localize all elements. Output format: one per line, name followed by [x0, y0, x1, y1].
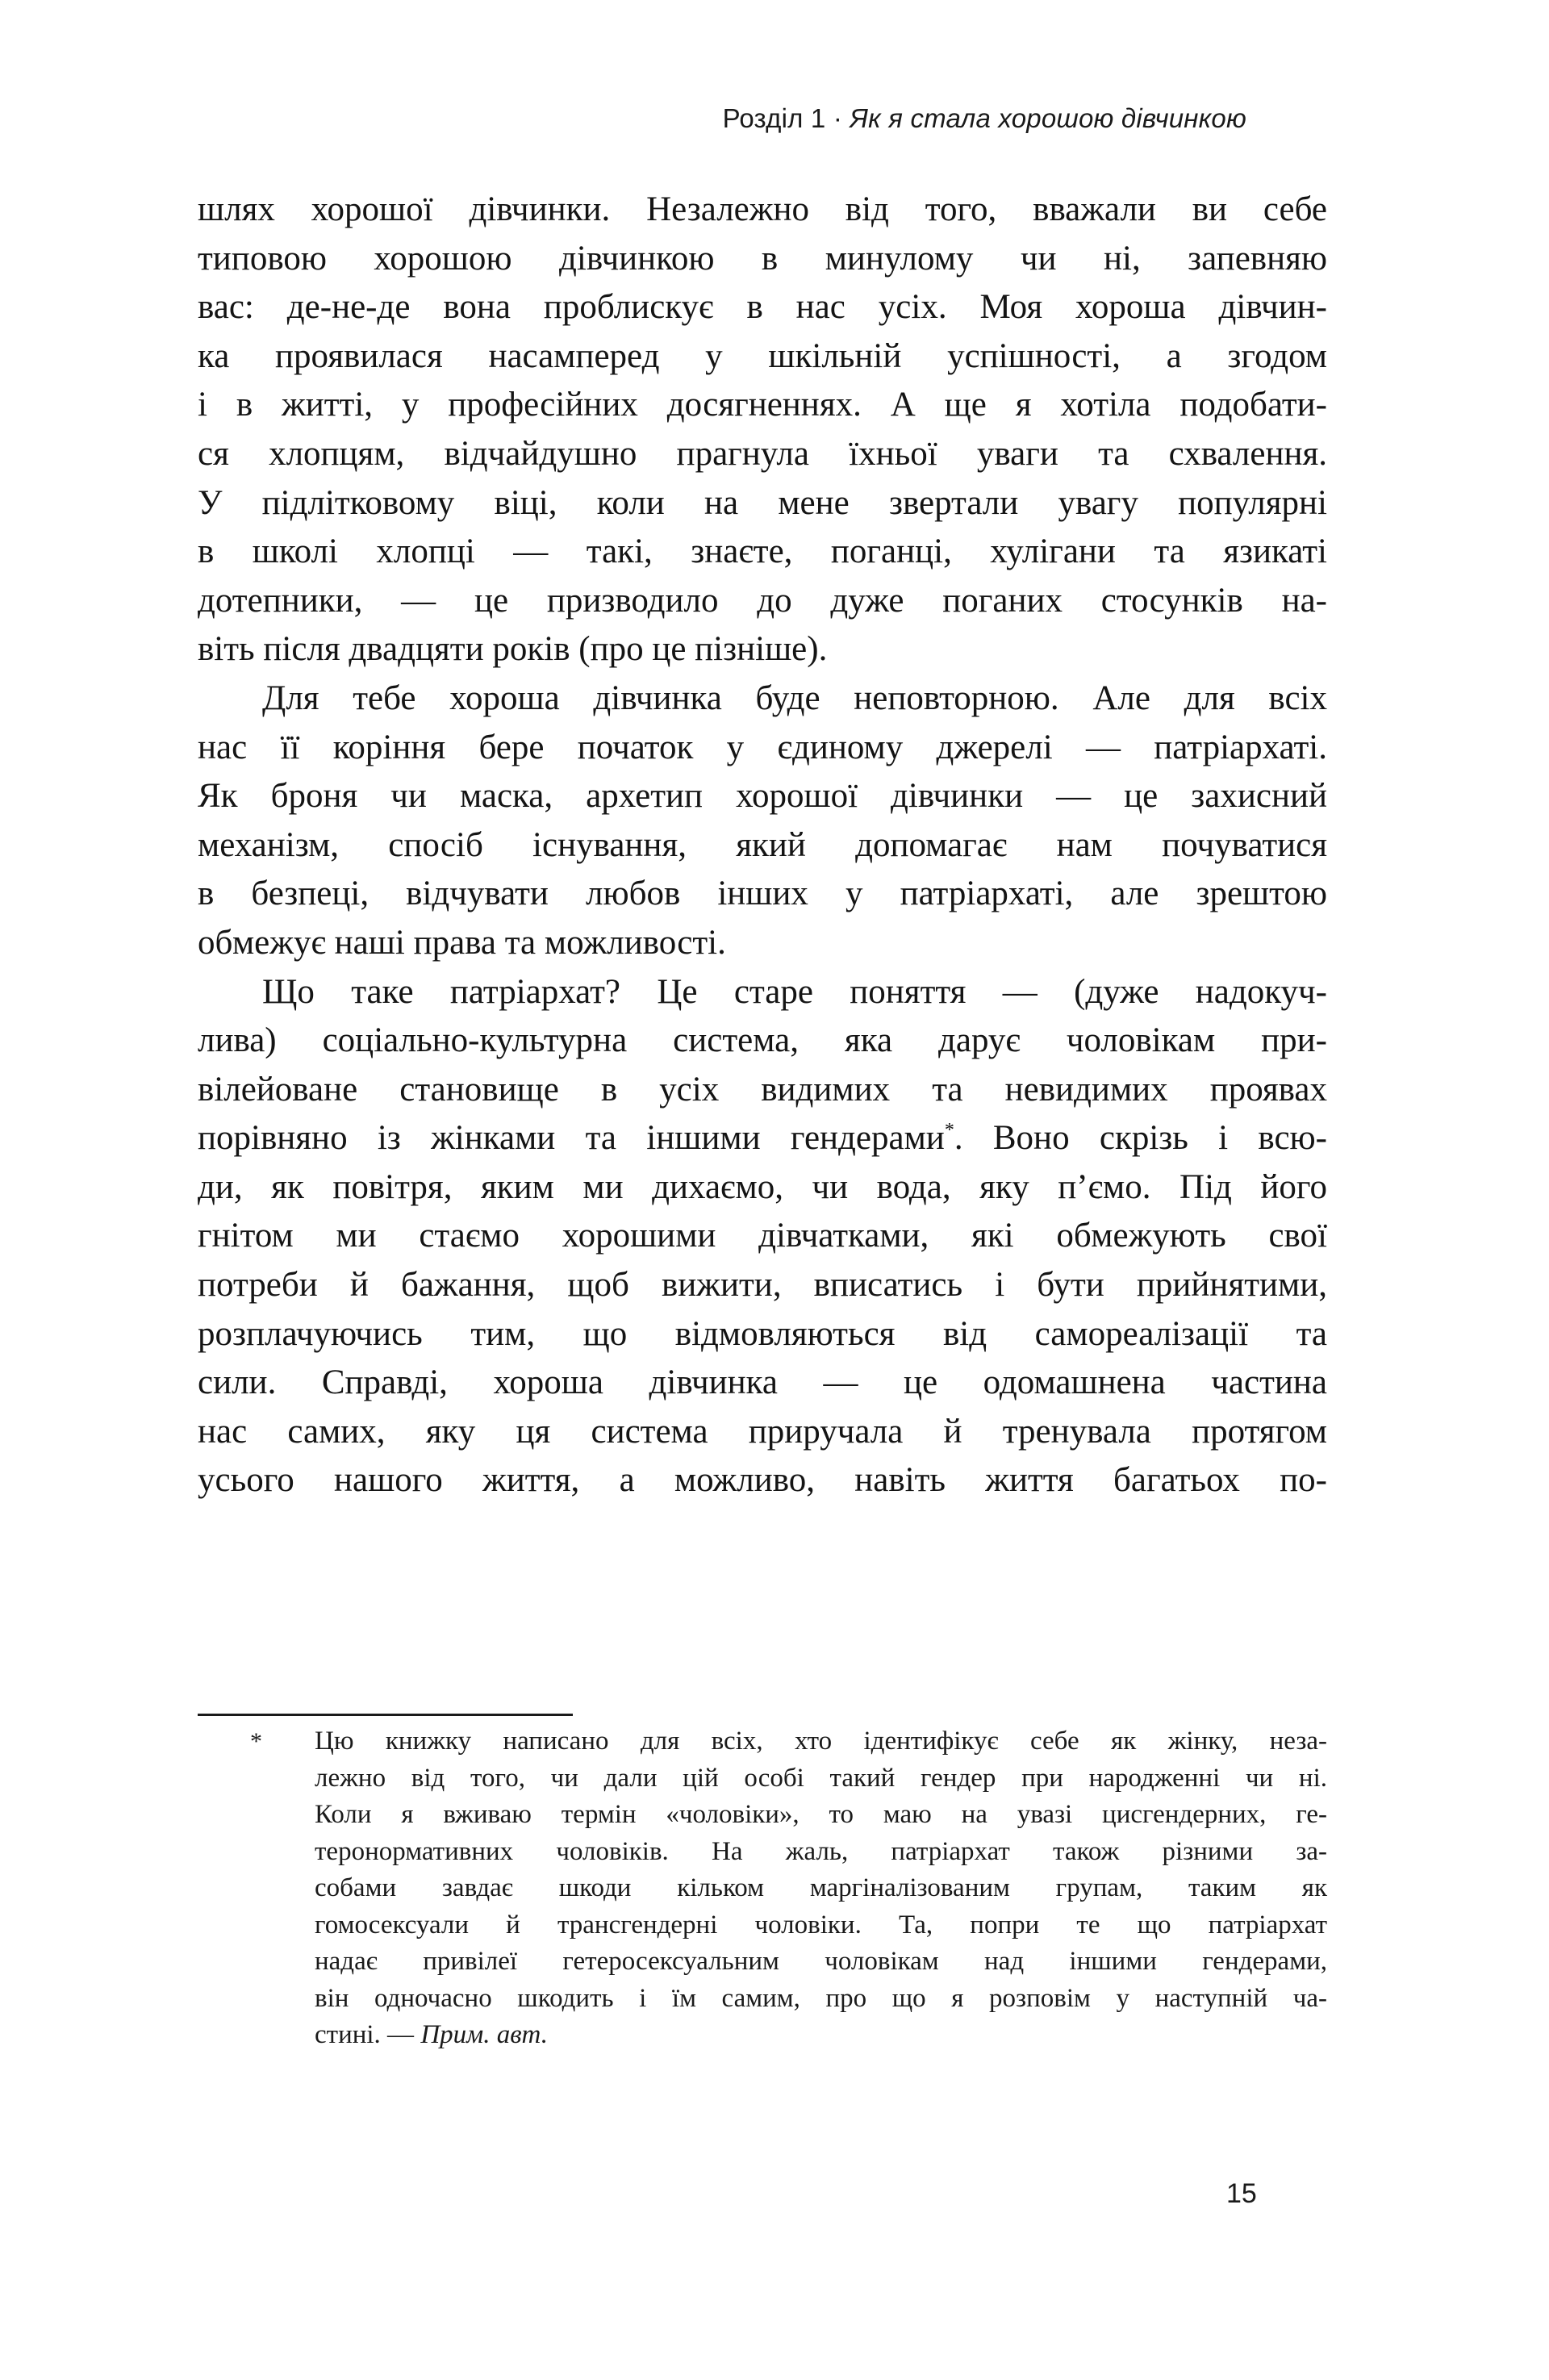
- body-line: розплачуючись тим, що відмовляються від самореалізації та: [198, 1314, 1327, 1353]
- footnote-line: гомосексуали й трансгендерні чоловіки. Та, попри те що патріархат: [315, 1910, 1327, 1939]
- body-line: нас самих, яку ця система приручала й тренувала протягом: [198, 1412, 1327, 1451]
- footnote-line: він одночасно шкодить і їм самим, про що я розповім у наступній ча-: [315, 1983, 1327, 2013]
- body-line: в безпеці, відчувати любов інших у патріархаті, але зрештою: [198, 875, 1327, 913]
- body-line-with-footnote-ref: [198, 1114, 1327, 1163]
- footnote-line: Цю книжку написано для всіх, хто ідентифікує себе як жінку, неза-: [315, 1727, 1327, 1756]
- footnote-ref[interactable]: *: [944, 1120, 954, 1142]
- body-text: [198, 186, 1327, 1505]
- body-line: і в житті, у професійних досягненнях. А ще я хотіла подобати-: [198, 386, 1327, 424]
- running-head-section: Розділ 1 ·: [722, 103, 850, 133]
- body-line: нас її коріння бере початок у єдиному джерелі — патріархаті.: [198, 728, 1327, 766]
- footnote-line: лежно від того, чи дали цій особі такий гендер при народженні чи ні.: [315, 1763, 1327, 1793]
- footnote-line: теронормативних чоловіків. На жаль, патріархат також різними за-: [315, 1836, 1327, 1866]
- body-line-text: порівняно із жінками та іншими гендерами: [198, 1119, 945, 1158]
- body-line: Як броня чи маска, архетип хорошої дівчинки — це захисний: [198, 777, 1327, 816]
- body-line: лива) соціально-культурна система, яка дарує чоловікам при-: [198, 1021, 1327, 1060]
- body-line: сили. Справді, хороша дівчинка — це одомашнена частина: [198, 1363, 1327, 1402]
- body-line: механізм, спосіб існування, який допомагає нам почуватися: [198, 825, 1327, 864]
- footnote-line-text: стині. —: [315, 2020, 421, 2049]
- body-line: обмежує наші права та можливості.: [198, 923, 726, 962]
- body-line: ка проявилася насамперед у шкільній успішності, а згодом: [198, 336, 1327, 375]
- footnote-line: Коли я вживаю термін «чоловіки», то маю на увазі цисгендерних, ге-: [315, 1800, 1327, 1829]
- body-line: типовою хорошою дівчинкою в минулому чи ні, запевняю: [198, 239, 1327, 278]
- body-line: Для тебе хороша дівчинка буде неповторною. Але для всіх: [262, 679, 1327, 717]
- running-head-chapter-title: Як я стала хорошою дівчинкою: [850, 103, 1246, 133]
- footnote-divider: [198, 1714, 573, 1716]
- body-line: дотепники, — це призводило до дуже поганих стосунків на-: [198, 581, 1327, 620]
- body-line: Що таке патріархат? Це старе поняття — (дуже надокуч-: [262, 972, 1327, 1011]
- body-line: вас: де-не-де вона проблискує в нас усіх. Моя хороша дівчин-: [198, 288, 1327, 327]
- footnote-line: надає привілеї гетеросексуальним чоловікам над іншими гендерами,: [315, 1947, 1327, 1976]
- body-line: потреби й бажання, щоб вижити, вписатись і бути прийнятими,: [198, 1266, 1327, 1305]
- body-line: ся хлопцям, відчайдушно прагнула їхньої уваги та схвалення.: [198, 434, 1327, 473]
- body-line: шлях хорошої дівчинки. Незалежно від того, вважали ви себе: [198, 190, 1327, 228]
- body-line-text: . Воно скрізь і всю-: [954, 1119, 1327, 1158]
- body-line: усього нашого життя, а можливо, навіть життя багатьох по-: [198, 1461, 1327, 1500]
- footnote-line: [315, 2017, 1327, 2054]
- footnote-attribution: Прим. авт.: [420, 2020, 549, 2049]
- body-line: віть після двадцяти років (про це пізніше).: [198, 630, 828, 669]
- body-line: вілейоване становище в усіх видимих та невидимих проявах: [198, 1070, 1327, 1109]
- footnote-body: [315, 1723, 1327, 2054]
- footnote-line: собами завдає шкоди кільком маргіналізованим групам, таким як: [315, 1873, 1327, 1902]
- body-line: гнітом ми стаємо хорошими дівчатками, які обмежують свої: [198, 1217, 1327, 1255]
- body-line: в школі хлопці — такі, знаєте, поганці, хулігани та язикаті: [198, 532, 1327, 571]
- footnote-marker: *: [250, 1728, 262, 1755]
- running-head: [723, 103, 1246, 134]
- body-line: У підлітковому віці, коли на мене звертали увагу популярні: [198, 483, 1327, 522]
- footnote: [198, 1723, 1327, 2054]
- body-line: ди, як повітря, яким ми дихаємо, чи вода, яку п’ємо. Під його: [198, 1167, 1327, 1206]
- page-number: 15: [1226, 2178, 1257, 2209]
